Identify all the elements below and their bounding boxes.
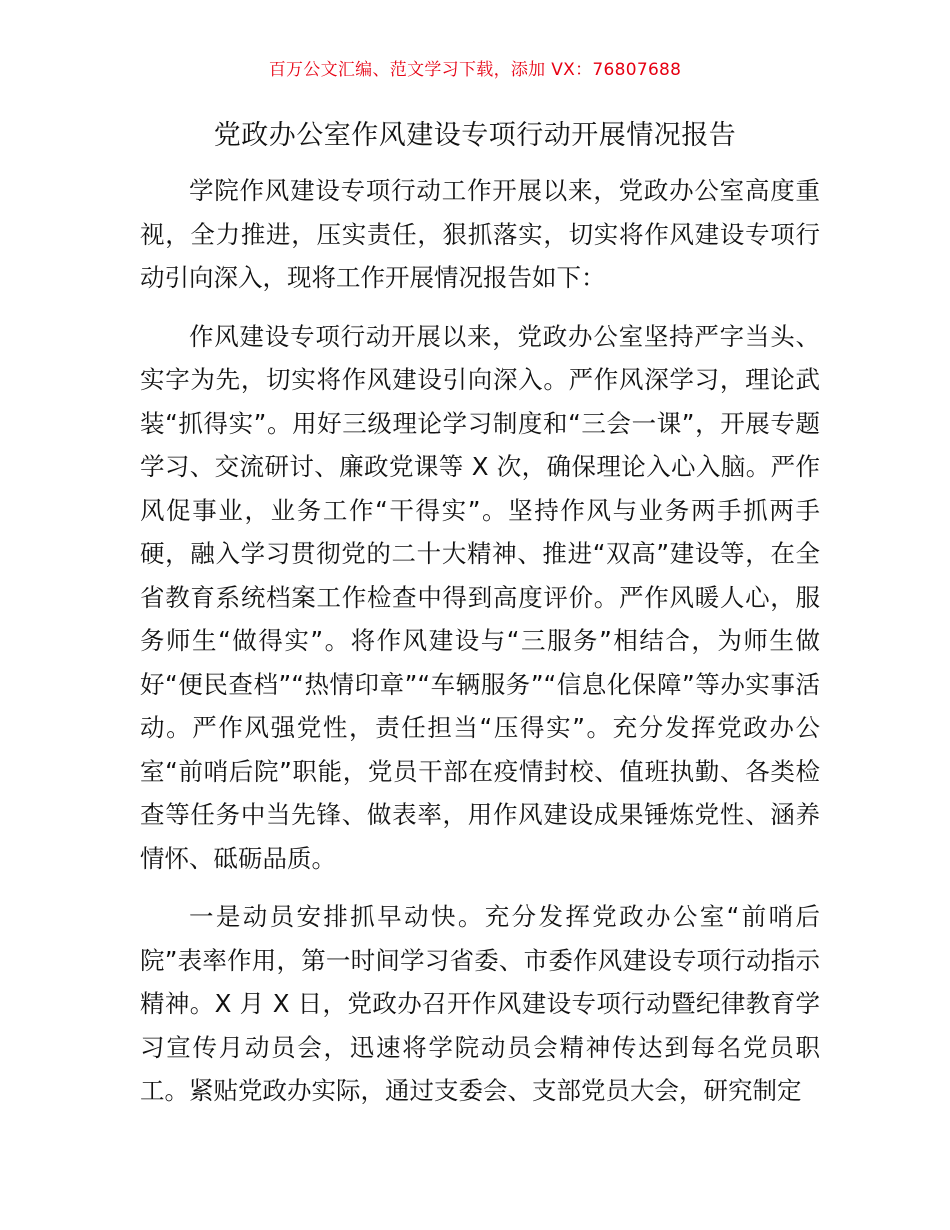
header-ad-text: 百万公文汇编、范文学习下载，添加 VX：76807688 bbox=[268, 60, 682, 80]
paragraph-mobilization: 一是动员安排抓早动快。充分发挥党政办公室“前哨后院”表率作用，第一时间学习省委、市委作风建设专项行动指示精神。X 月 X 日，党政办召开作风建设专项行动暨纪律教育学习宣传月动员会，迅速将学院动员会精神传达到每名党员职工。紧贴党政办实际，通过支委会、支部党员大会，研究制定 bbox=[140, 902, 820, 1105]
paragraph-overview: 作风建设专项行动开展以来，党政办公室坚持严字当头、实字为先，切实将作风建设引向深入。严作风深学习，理论武装“抓得实”。用好三级理论学习制度和“三会一课”，开展专题学习、交流研讨、廉政党课等 X 次，确保理论入心入脑。严作风促事业，业务工作“干得实”。坚持作风与业务两手抓两手硬，融入学习贯彻党的二十大精神、推进“双高”建设等，在全省教育系统档案工作检查中得到高度评价。严作风暖人心，服务师生“做得实”。将作风建设与“三服务”相结合，为师生做好“便民查档”“热情印章”“车辆服务”“信息化保障”等办实事活动。严作风强党性，责任担当“压得实”。充分发挥党政办公室“前哨后院”职能，党员干部在疫情封校、值班执勤、各类检查等任务中当先锋、做表率，用作风建设成果锤炼党性、涵养情怀、砥砺品质。 bbox=[140, 321, 820, 873]
document-body bbox=[140, 169, 820, 1113]
paragraph-intro: 学院作风建设专项行动工作开展以来，党政办公室高度重视，全力推进，压实责任，狠抓落实，切实将作风建设专项行动引向深入，现将工作开展情况报告如下： bbox=[140, 176, 820, 292]
document-title: 党政办公室作风建设专项行动开展情况报告 bbox=[213, 120, 737, 151]
